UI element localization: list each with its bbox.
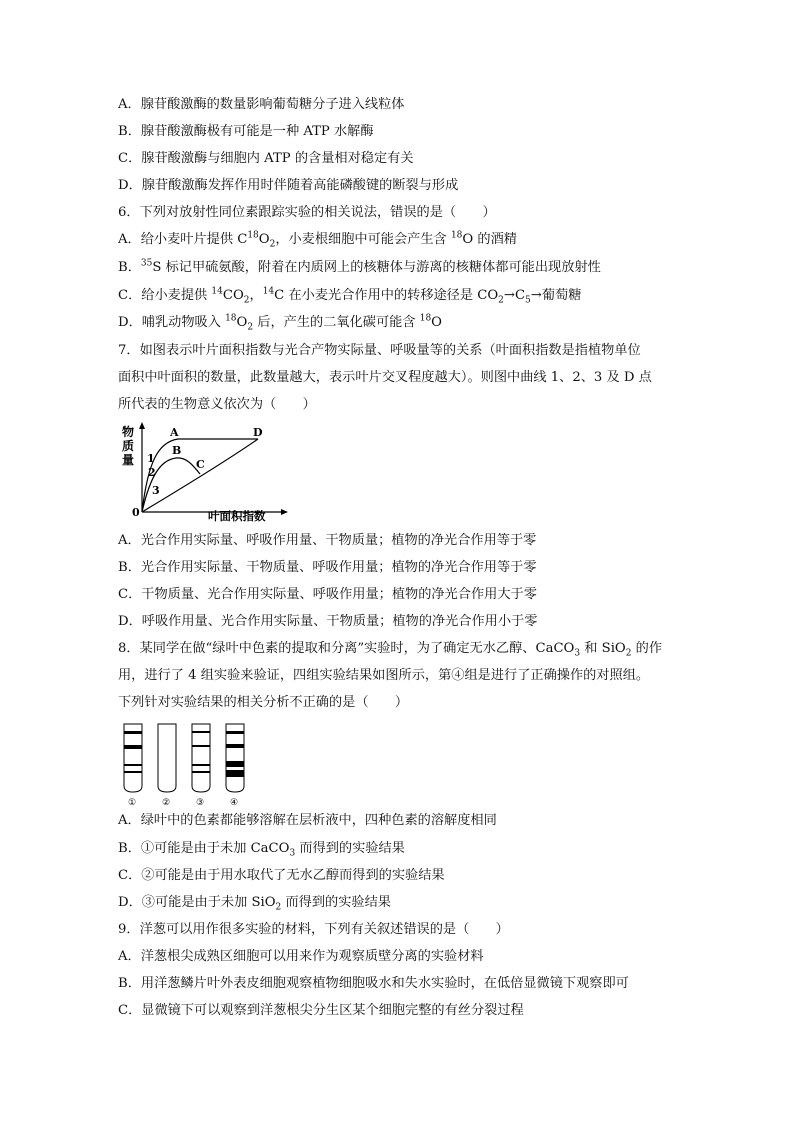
curve-2-label: 2 <box>148 466 156 479</box>
point-a-label: A <box>170 426 179 439</box>
q9-stem: 9．洋葱可以用作很多实验的材料，下列有关叙述错误的是（ ） <box>118 922 509 937</box>
q6-option-a: A．给小麦叶片提供 $C^{18}O_2$，小麦根细胞中可能会产生含 $^{18}$O 的酒精 <box>118 230 517 250</box>
strip-2 <box>158 724 176 792</box>
strip-1-label: ① <box>128 798 137 808</box>
point-b-label: B <box>172 444 182 457</box>
q8-option-b: B．①可能是由于未加 CaCO$_3$ 而得到的实验结果 <box>118 841 405 859</box>
q6-option-c: C．给小麦提供 $^{14}CO_2$，$^{14}$C 在小麦光合作用中的转移途径是 $CO_2\to C_5\to$葡萄糖 <box>118 286 582 306</box>
curve-3-label: 3 <box>152 484 160 497</box>
q6-option-b: B．$^{35}$S 标记甲硫氨酸，附着在内质网上的核糖体与游离的核糖体都可能出现放射性 <box>118 258 601 275</box>
strip-3-label: ③ <box>196 798 205 808</box>
strip-3 <box>192 724 210 792</box>
q5-option-b: B．腺苷酸激酶极有可能是一种 ATP 水解酶 <box>118 124 374 139</box>
q6-stem: 6．下列对放射性同位素跟踪实验的相关说法，错误的是（ ） <box>118 205 496 220</box>
q5-option-a: A．腺苷酸激酶的数量影响葡萄糖分子进入线粒体 <box>118 97 405 112</box>
y-label-2: 质 <box>122 439 135 453</box>
curve-1-label: 1 <box>147 452 155 465</box>
strip-2-label: ② <box>162 798 171 808</box>
q9-option-b: B．用洋葱鳞片叶外表皮细胞观察植物细胞吸水和失水实验时，在低倍显微镜下观察即可 <box>118 976 629 991</box>
q7-stem-line3: 所代表的生物意义依次为（ ） <box>118 397 316 412</box>
q8-chromatography-figure <box>116 722 256 808</box>
strip-1 <box>124 724 142 792</box>
q7-option-b: B．光合作用实际量、干物质量、呼吸作用量；植物的净光合作用等于零 <box>118 560 537 575</box>
x-axis-arrow <box>281 509 288 515</box>
q9-option-a: A．洋葱根尖成熟区细胞可以用来作为观察质壁分离的实验材料 <box>118 949 484 964</box>
point-c-label: C <box>196 458 205 471</box>
y-axis-arrow <box>139 422 145 429</box>
q8-stem-line2: 用，进行了 4 组实验来验证，四组实验结果如图所示，第④组是进行了正确操作的对照组。 <box>118 668 650 683</box>
q7-stem-line1: 7．如图表示叶片面积指数与光合产物实际量、呼吸量等的关系（叶面积指数是指植物单位 <box>118 343 641 358</box>
q8-option-c: C．②可能是由于用水取代了无水乙醇而得到的实验结果 <box>118 868 445 883</box>
y-label-3: 量 <box>122 453 135 467</box>
origin-label: 0 <box>132 506 140 519</box>
x-label: 叶面积指数 <box>208 509 266 523</box>
q8-option-d: D．③可能是由于未加 SiO$_2$ 而得到的实验结果 <box>118 895 391 913</box>
q8-stem-line3: 下列针对实验结果的相关分析不正确的是（ ） <box>118 695 409 710</box>
q5-option-d: D．腺苷酸激酶发挥作用时伴随着高能磷酸键的断裂与形成 <box>118 178 459 193</box>
q6-option-d: D．哺乳动物吸入 $^{18}O_2$ 后，产生的二氧化碳可能含 $^{18}$O <box>118 313 442 333</box>
point-d-label: D <box>253 426 263 439</box>
q7-option-d: D．呼吸作用量、光合作用实际量、干物质量；植物的净光合作用小于零 <box>118 614 538 629</box>
q8-stem-line1: 8．某同学在做“绿叶中色素的提取和分离”实验时，为了确定无水乙醇、CaCO$_3$ 和 SiO$_2$ 的作 <box>118 641 663 659</box>
strip-4-label: ④ <box>230 798 239 808</box>
strip-4 <box>226 724 244 792</box>
q8-option-a: A．绿叶中的色素都能够溶解在层析液中，四种色素的溶解度相同 <box>118 813 497 828</box>
q7-option-a: A．光合作用实际量、呼吸作用量、干物质量；植物的净光合作用等于零 <box>118 533 537 548</box>
q7-curve-figure <box>112 422 292 524</box>
q5-option-c: C．腺苷酸激酶与细胞内 ATP 的含量相对稳定有关 <box>118 151 414 166</box>
y-label-1: 物 <box>122 425 135 439</box>
q9-option-c: C．显微镜下可以观察到洋葱根尖分生区某个细胞完整的有丝分裂过程 <box>118 1003 524 1018</box>
q7-stem-line2: 面积中叶面积的数量，此数量越大，表示叶片交叉程度越大）。则图中曲线 1、2、3 及 D 点 <box>118 370 652 385</box>
q7-option-c: C．干物质量、光合作用实际量、呼吸作用量；植物的净光合作用大于零 <box>118 587 537 602</box>
